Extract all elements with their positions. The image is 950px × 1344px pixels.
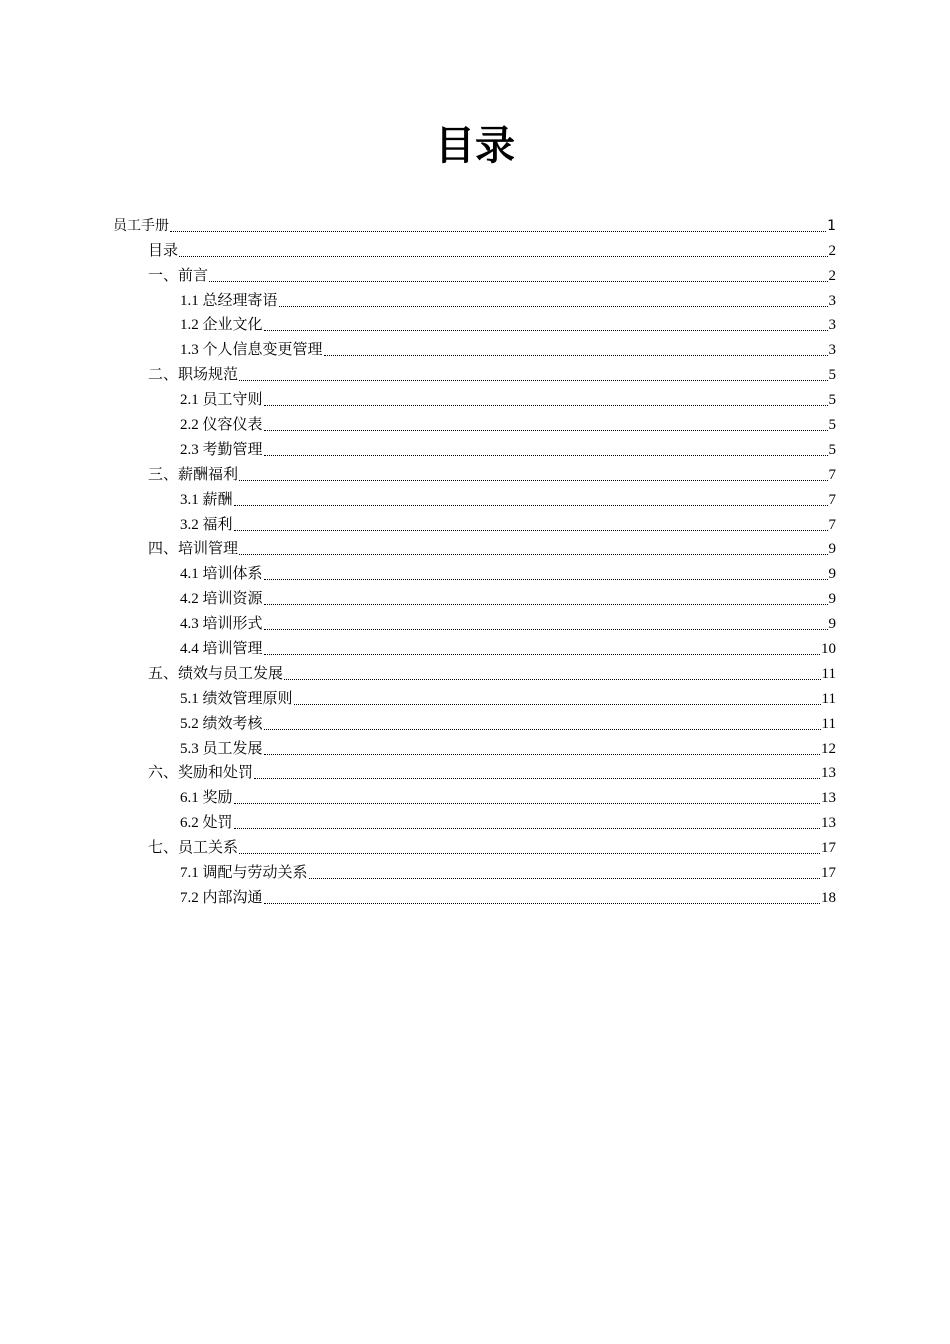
- toc-entry-label: 7.1 调配与劳动关系: [180, 862, 308, 884]
- toc-dot-leader: [239, 853, 820, 854]
- toc-entry-label: 七、员工关系: [148, 837, 238, 859]
- toc-entry[interactable]: [0, 461, 950, 486]
- toc-entry[interactable]: [0, 735, 950, 760]
- toc-dot-leader: [239, 380, 827, 381]
- toc-entry-page-number: 7: [828, 466, 836, 483]
- toc-dot-leader: [264, 604, 828, 605]
- toc-dot-leader: [279, 306, 828, 307]
- toc-entry[interactable]: [0, 336, 950, 361]
- toc-entry-page-number: 11: [821, 715, 836, 732]
- toc-entry-page-number: 5: [828, 417, 836, 434]
- toc-entry[interactable]: [0, 411, 950, 436]
- toc-dot-leader: [179, 256, 827, 257]
- toc-entry-label: 四、培训管理: [148, 538, 238, 560]
- toc-dot-leader: [324, 355, 828, 356]
- toc-entry-page-number: 9: [828, 591, 836, 608]
- toc-dot-leader: [209, 281, 827, 282]
- toc-dot-leader: [264, 903, 820, 904]
- toc-dot-leader: [309, 878, 820, 879]
- toc-entry-label: 一、前言: [148, 265, 208, 287]
- toc-entry[interactable]: [0, 486, 950, 511]
- toc-dot-leader: [264, 405, 828, 406]
- toc-dot-leader: [254, 778, 820, 779]
- toc-entry-label: 4.3 培训形式: [180, 613, 263, 635]
- toc-entry-page-number: 2: [828, 267, 836, 284]
- toc-dot-leader: [170, 231, 826, 232]
- toc-entry[interactable]: [0, 361, 950, 386]
- toc-entry[interactable]: [0, 262, 950, 287]
- toc-entry-label: 1.3 个人信息变更管理: [180, 339, 323, 361]
- toc-entry-label: 三、薪酬福利: [148, 464, 238, 486]
- toc-entry-label: 2.2 仪容仪表: [180, 414, 263, 436]
- toc-entry[interactable]: [0, 809, 950, 834]
- toc-entry-label: 4.1 培训体系: [180, 563, 263, 585]
- toc-dot-leader: [264, 754, 820, 755]
- toc-entry-page-number: 13: [821, 765, 836, 782]
- toc-entry[interactable]: [0, 834, 950, 859]
- toc-dot-leader: [264, 330, 828, 331]
- toc-entry[interactable]: [0, 660, 950, 685]
- toc-entry-page-number: 9: [828, 616, 836, 633]
- toc-dot-leader: [239, 480, 827, 481]
- toc-entry[interactable]: [0, 760, 950, 785]
- toc-entry[interactable]: [0, 884, 950, 909]
- toc-dot-leader: [264, 629, 828, 630]
- toc-entry[interactable]: [0, 237, 950, 262]
- toc-entry[interactable]: [0, 560, 950, 585]
- toc-entry-label: 目录: [148, 240, 178, 262]
- toc-entry-page-number: 5: [828, 367, 836, 384]
- toc-entry-label: 5.3 员工发展: [180, 738, 263, 760]
- toc-entry[interactable]: [0, 610, 950, 635]
- toc-entry-page-number: 5: [828, 441, 836, 458]
- toc-entry[interactable]: [0, 386, 950, 411]
- toc-entry-label: 4.2 培训资源: [180, 588, 263, 610]
- toc-entry-label: 二、职场规范: [148, 364, 238, 386]
- toc-entry[interactable]: [0, 685, 950, 710]
- toc-entry[interactable]: [0, 635, 950, 660]
- toc-entry-page-number: 3: [828, 292, 836, 309]
- toc-entry-label: 2.1 员工守则: [180, 389, 263, 411]
- toc-entry-label: 5.2 绩效考核: [180, 713, 263, 735]
- toc-entry-page-number: 11: [821, 665, 836, 682]
- toc-entry-page-number: 3: [828, 342, 836, 359]
- toc-entry[interactable]: [0, 287, 950, 312]
- toc-entry-page-number: 7: [828, 516, 836, 533]
- toc-entry-page-number: 2: [828, 242, 836, 259]
- toc-dot-leader: [264, 654, 820, 655]
- toc-entry-label: 六、奖励和处罚: [148, 762, 253, 784]
- toc-dot-leader: [234, 803, 820, 804]
- toc-entry-page-number: 5: [828, 392, 836, 409]
- toc-entry-label: 7.2 内部沟通: [180, 887, 263, 909]
- toc-entry-label: 员工手册: [113, 215, 169, 237]
- toc-dot-leader: [264, 729, 821, 730]
- toc-dot-leader: [264, 455, 828, 456]
- toc-dot-leader: [234, 505, 828, 506]
- toc-entry[interactable]: [0, 784, 950, 809]
- table-of-contents: [0, 212, 950, 909]
- toc-entry-page-number: 9: [828, 566, 836, 583]
- toc-entry[interactable]: [0, 511, 950, 536]
- page-title: 目录: [435, 123, 515, 169]
- toc-dot-leader: [284, 679, 821, 680]
- toc-entry-label: 6.2 处罚: [180, 812, 233, 834]
- toc-entry-label: 3.2 福利: [180, 514, 233, 536]
- toc-entry-page-number: 1: [827, 217, 836, 234]
- toc-entry-label: 1.2 企业文化: [180, 314, 263, 336]
- toc-entry[interactable]: [0, 212, 950, 237]
- toc-entry[interactable]: [0, 312, 950, 337]
- toc-entry-label: 2.3 考勤管理: [180, 439, 263, 461]
- toc-entry[interactable]: [0, 859, 950, 884]
- toc-entry[interactable]: [0, 536, 950, 561]
- toc-entry[interactable]: [0, 436, 950, 461]
- toc-entry-page-number: 17: [821, 840, 836, 857]
- toc-entry-page-number: 13: [821, 790, 836, 807]
- toc-entry-label: 4.4 培训管理: [180, 638, 263, 660]
- toc-entry-page-number: 10: [821, 641, 836, 658]
- toc-entry-label: 五、绩效与员工发展: [148, 663, 283, 685]
- toc-entry-page-number: 11: [821, 690, 836, 707]
- toc-entry-page-number: 7: [828, 491, 836, 508]
- toc-dot-leader: [264, 579, 828, 580]
- toc-dot-leader: [234, 828, 820, 829]
- toc-entry[interactable]: [0, 585, 950, 610]
- toc-entry-page-number: 12: [821, 740, 836, 757]
- toc-entry-page-number: 18: [821, 889, 836, 906]
- toc-dot-leader: [294, 704, 821, 705]
- toc-entry-label: 1.1 总经理寄语: [180, 290, 278, 312]
- toc-entry-page-number: 9: [828, 541, 836, 558]
- toc-entry-page-number: 3: [828, 317, 836, 334]
- toc-dot-leader: [234, 530, 828, 531]
- toc-dot-leader: [239, 554, 827, 555]
- toc-entry-label: 6.1 奖励: [180, 787, 233, 809]
- toc-dot-leader: [264, 430, 828, 431]
- toc-entry-label: 5.1 绩效管理原则: [180, 688, 293, 710]
- toc-entry[interactable]: [0, 710, 950, 735]
- toc-entry-page-number: 13: [821, 815, 836, 832]
- toc-entry-label: 3.1 薪酬: [180, 489, 233, 511]
- toc-entry-page-number: 17: [821, 865, 836, 882]
